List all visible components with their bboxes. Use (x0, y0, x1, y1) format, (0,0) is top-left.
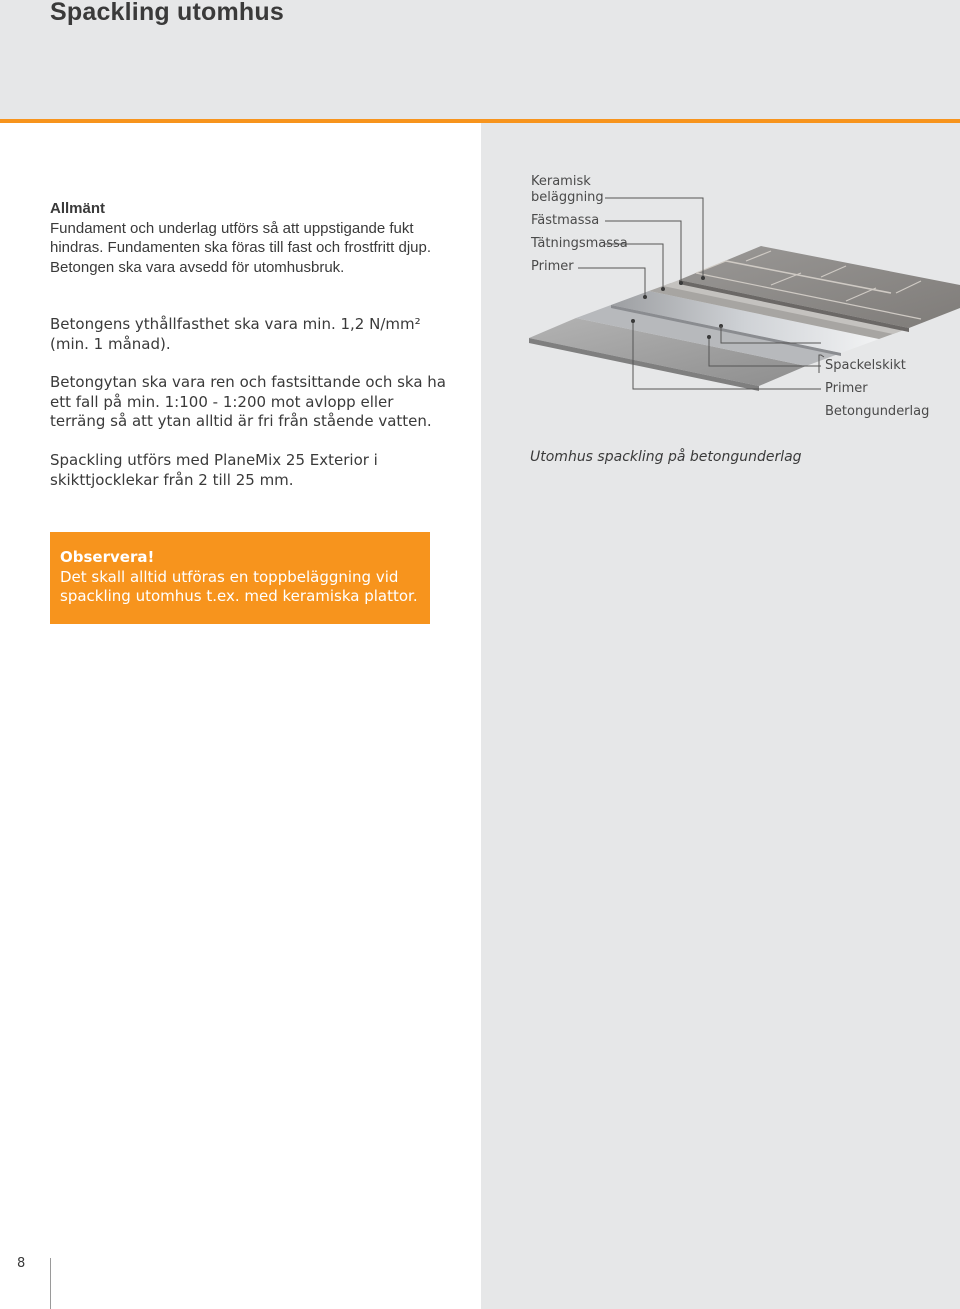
levelling-section (50, 451, 420, 490)
general-heading: Allmänt (50, 200, 106, 217)
notice-title: Observera! (60, 548, 155, 566)
general-section (50, 199, 460, 277)
general-text: Fundament och underlag utförs så att uppstigande fukt hindras. Fundamenten ska föras till fast och frostfritt djup. Betongen ska vara avsedd för utomhusbruk. (50, 219, 432, 276)
label-levelling-layer: Spackelskikt (825, 358, 906, 373)
label-adhesive: Fästmassa (531, 213, 600, 228)
surface-section (50, 373, 450, 432)
label-waterproofing: Tätningsmassa (531, 236, 628, 251)
label-concrete-base: Betongunderlag (825, 404, 930, 419)
notice-box (50, 532, 430, 624)
label-ceramic-line2: beläggning (531, 190, 604, 205)
notice-text: Det skall alltid utföras en toppbeläggning vid spackling utomhus t.ex. med keramiska plattor. (60, 567, 418, 605)
surface-text: Betongytan ska vara ren och fastsittande och ska ha ett fall på min. 1:100 - 1:200 mot avlopp eller terräng så att ytan alltid är fri från stående vatten. (50, 373, 446, 430)
page-title: Spackling utomhus (50, 0, 284, 26)
levelling-text: Spackling utförs med PlaneMix 25 Exterior i skikttjocklekar från 2 till 25 mm. (50, 451, 378, 489)
diagram-caption: Utomhus spackling på betongunderlag (530, 449, 802, 465)
strength-text: Betongens ythållfasthet ska vara min. 1,2 N/mm² (min. 1 månad). (50, 315, 421, 353)
label-ceramic-line1: Keramisk (531, 174, 591, 189)
label-primer-top: Primer (531, 259, 574, 274)
page-number-rule (50, 1258, 51, 1309)
page-number: 8 (17, 1256, 26, 1271)
label-primer-bottom: Primer (825, 381, 868, 396)
strength-section (50, 315, 430, 354)
